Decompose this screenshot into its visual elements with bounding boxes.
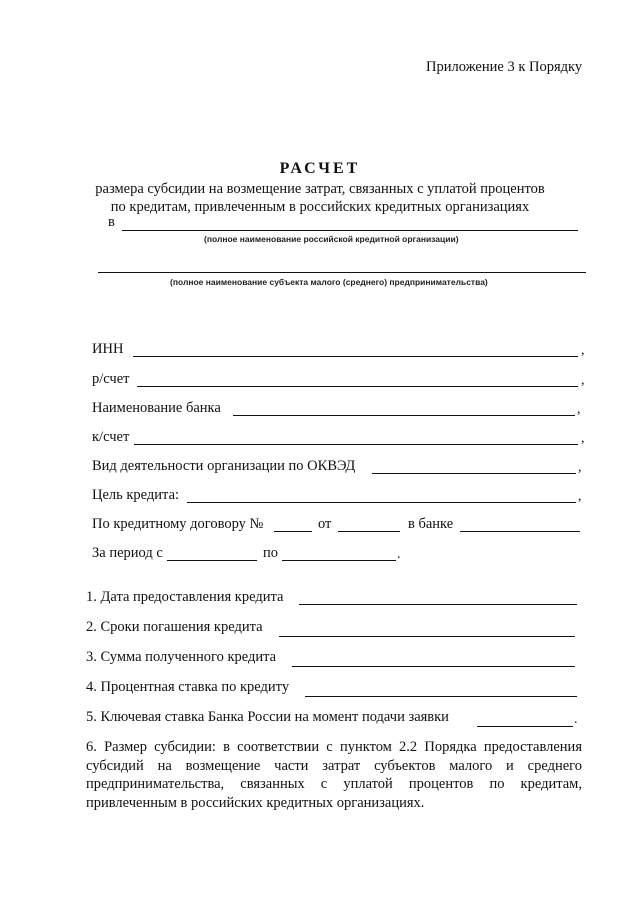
account-comma: , — [581, 373, 585, 388]
subtitle-line-2: по кредитам, привлеченным в российских кредитных организациях — [110, 199, 530, 215]
loan-purpose-field[interactable] — [187, 502, 576, 503]
appendix-reference: Приложение 3 к Порядку — [426, 59, 583, 75]
item-2-label: 2. Сроки погашения кредита — [86, 619, 263, 635]
period-to-label: по — [263, 545, 279, 561]
account-field[interactable] — [137, 386, 578, 387]
contract-label: По кредитному договору № — [92, 516, 264, 532]
subtitle-line-1: размера субсидии на возмещение затрат, связанных с уплатой процентов — [95, 181, 545, 197]
corr-account-comma: , — [581, 431, 585, 446]
period-start-field[interactable] — [167, 560, 257, 561]
okved-field[interactable] — [372, 473, 576, 474]
item-3-label: 3. Сумма полученного кредита — [86, 649, 277, 665]
item-4-label: 4. Процентная ставка по кредиту — [86, 679, 290, 695]
bank-name-comma: , — [577, 402, 581, 417]
bank-name-label: Наименование банка — [92, 400, 221, 416]
entity-name-line[interactable] — [98, 272, 586, 273]
corr-account-label: к/счет — [92, 429, 130, 445]
okved-comma: , — [578, 460, 582, 475]
inn-comma: , — [581, 343, 585, 358]
item-4-field[interactable] — [305, 696, 577, 697]
contract-from-label: от — [318, 516, 332, 532]
period-end-field[interactable] — [282, 560, 396, 561]
corr-account-field[interactable] — [134, 444, 578, 445]
okved-label: Вид деятельности организации по ОКВЭД — [92, 458, 356, 474]
loan-purpose-comma: , — [578, 489, 582, 504]
bank-name-field[interactable] — [233, 415, 575, 416]
item-2-field[interactable] — [279, 636, 575, 637]
inn-label: ИНН — [92, 341, 124, 357]
contract-bank-field[interactable] — [460, 531, 580, 532]
period-label: За период с — [92, 545, 163, 561]
contract-number-field[interactable] — [274, 531, 312, 532]
item-5-field[interactable] — [477, 726, 573, 727]
document-title: РАСЧЕТ — [279, 160, 361, 177]
bank-name-line[interactable] — [122, 230, 578, 231]
in-bank-label: в банке — [408, 516, 454, 532]
item-1-field[interactable] — [299, 604, 577, 605]
item-1-label: 1. Дата предоставления кредита — [86, 589, 284, 605]
in-label: в — [108, 214, 115, 230]
bank-caption: (полное наименование российской кредитной организации) — [204, 234, 459, 244]
entity-caption: (полное наименование субъекта малого (среднего) предпринимательства) — [170, 277, 488, 287]
contract-date-field[interactable] — [338, 531, 400, 532]
item-5-dot: . — [574, 712, 578, 727]
period-dot: . — [397, 547, 401, 562]
account-label: р/счет — [92, 371, 130, 387]
inn-field[interactable] — [133, 356, 578, 357]
item-3-field[interactable] — [292, 666, 575, 667]
loan-purpose-label: Цель кредита: — [92, 487, 180, 503]
item-5-label: 5. Ключевая ставка Банка России на момент подачи заявки — [86, 709, 449, 725]
item-6-paragraph: 6. Размер субсидии: в соответствии с пунктом 2.2 Порядка предоставления субсидий на возмещение части затрат субъектов малого и среднего предпринимательства, связанных с уплатой процентов по кредитам, привлеченным в российских кредитных организациях. — [86, 739, 582, 811]
